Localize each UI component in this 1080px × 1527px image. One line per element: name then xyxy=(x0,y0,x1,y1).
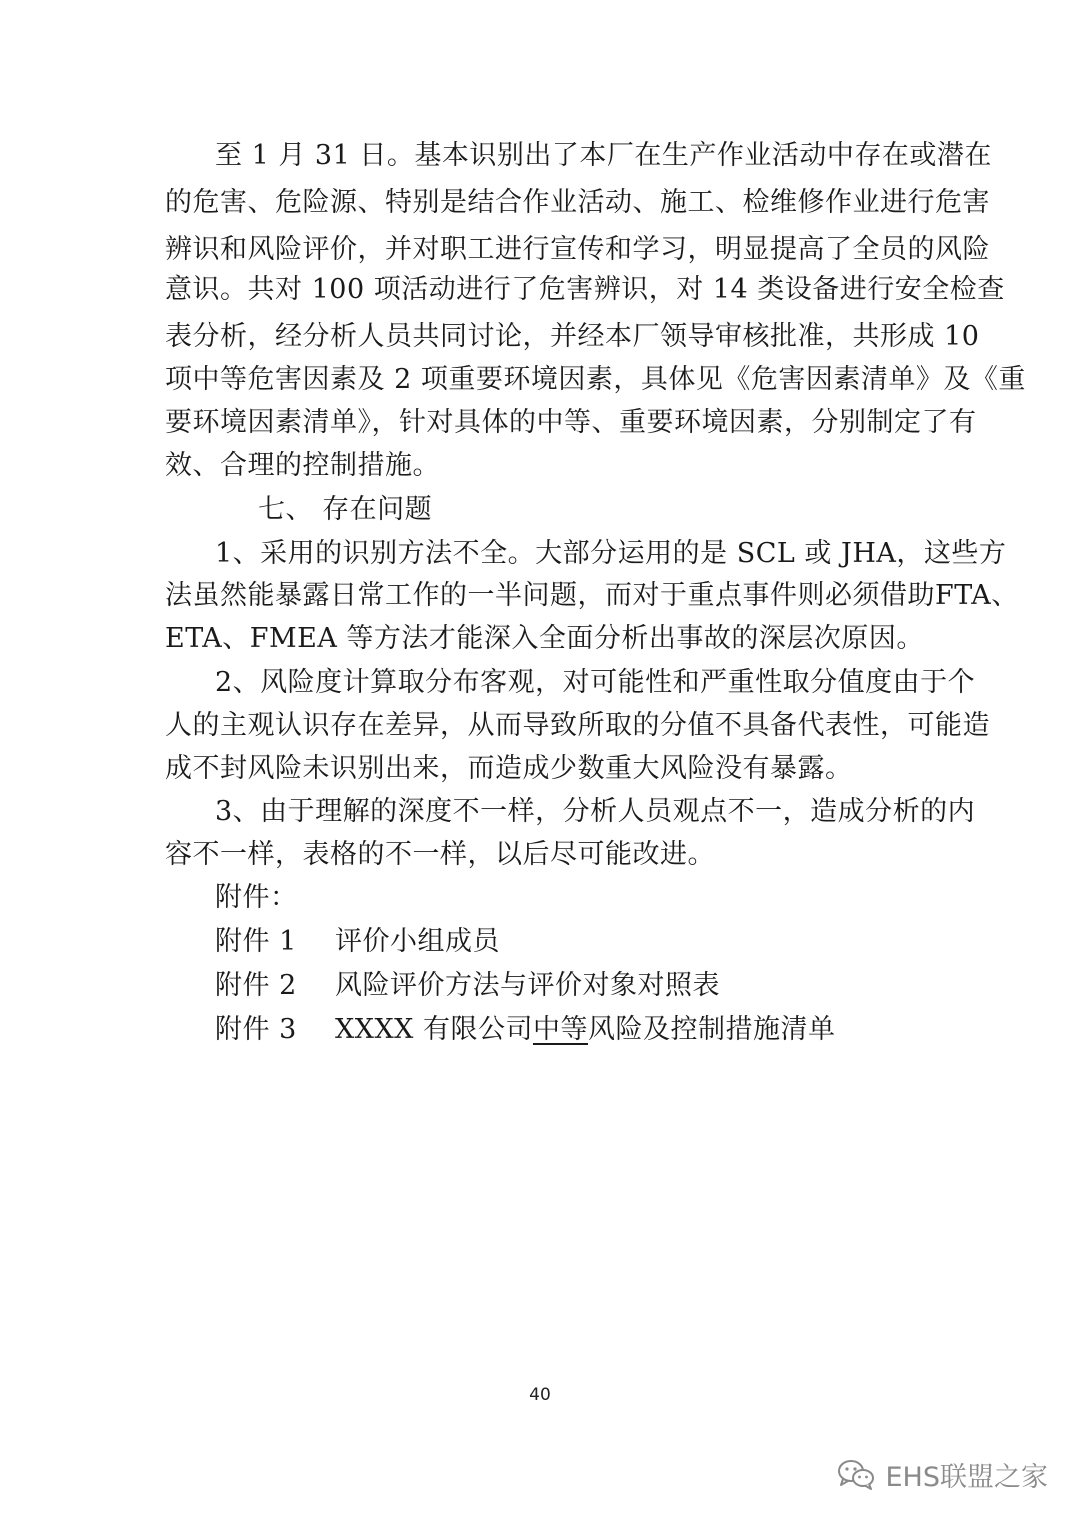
attachment-title-underlined: 中等 xyxy=(532,1014,588,1045)
attachment-title xyxy=(335,1006,835,1054)
attachment-label: 附件 2 xyxy=(215,970,297,1001)
problem-2-line: 成不封风险未识别出来，而造成少数重大风险没有暴露。 xyxy=(165,753,853,784)
body-line: 项中等危害因素及 2 项重要环境因素，具体见《危害因素清单》及《重 xyxy=(165,364,1026,395)
body-line: 效、合理的控制措施。 xyxy=(165,450,440,481)
attachment-label: 附件 3 xyxy=(215,1014,297,1045)
problem-1-line: ETA、FMEA 等方法才能深入全面分析出事故的深层次原因。 xyxy=(165,623,924,654)
body-line: 的危害、危险源、特别是结合作业活动、施工、检维修作业进行危害 xyxy=(165,187,990,218)
body-line: 至 1 月 31 日。基本识别出了本厂在生产作业活动中存在或潜在 xyxy=(215,140,992,171)
attachment-title xyxy=(335,962,720,1010)
attachment-title-text: 风险及控制措施清单 xyxy=(587,1014,836,1045)
problem-3-line: 容不一样，表格的不一样，以后尽可能改进。 xyxy=(165,839,715,870)
attachment-title-text: 风险评价方法与评价对象对照表 xyxy=(335,970,720,1001)
body-line: 辨识和风险评价，并对职工进行宣传和学习，明显提高了全员的风险 xyxy=(165,234,990,265)
problem-2-line: 2、风险度计算取分布客观，对可能性和严重性取分值度由于个 xyxy=(215,667,976,698)
problem-3-line: 3、由于理解的深度不一样，分析人员观点不一，造成分析的内 xyxy=(215,796,976,827)
watermark xyxy=(837,1452,1048,1496)
section-heading: 七、 存在问题 xyxy=(258,494,433,525)
attachment-title-text: XXXX 有限公司 xyxy=(335,1014,533,1045)
attachment-label: 附件 1 xyxy=(215,926,297,957)
wechat-icon xyxy=(837,1458,875,1490)
page-number: 40 xyxy=(529,1385,551,1405)
body-line: 意识。共对 100 项活动进行了危害辨识，对 14 类设备进行安全检查 xyxy=(165,274,1005,305)
attachment-title xyxy=(335,918,500,966)
watermark-text: EHS联盟之家 xyxy=(885,1461,1048,1493)
problem-1-line: 法虽然能暴露日常工作的一半问题，而对于重点事件则必须借助FTA、 xyxy=(165,580,1019,611)
problem-1-line: 1、采用的识别方法不全。大部分运用的是 SCL 或 JHA，这些方 xyxy=(215,538,1007,569)
body-line: 表分析，经分析人员共同讨论，并经本厂领导审核批准，共形成 10 xyxy=(165,321,980,352)
problem-2-line: 人的主观认识存在差异，从而导致所取的分值不具备代表性，可能造 xyxy=(165,710,990,741)
body-line: 要环境因素清单》，针对具体的中等、重要环境因素，分别制定了有 xyxy=(165,407,977,438)
attachments-heading: 附件： xyxy=(215,882,298,913)
attachment-title-text: 评价小组成员 xyxy=(335,926,500,957)
